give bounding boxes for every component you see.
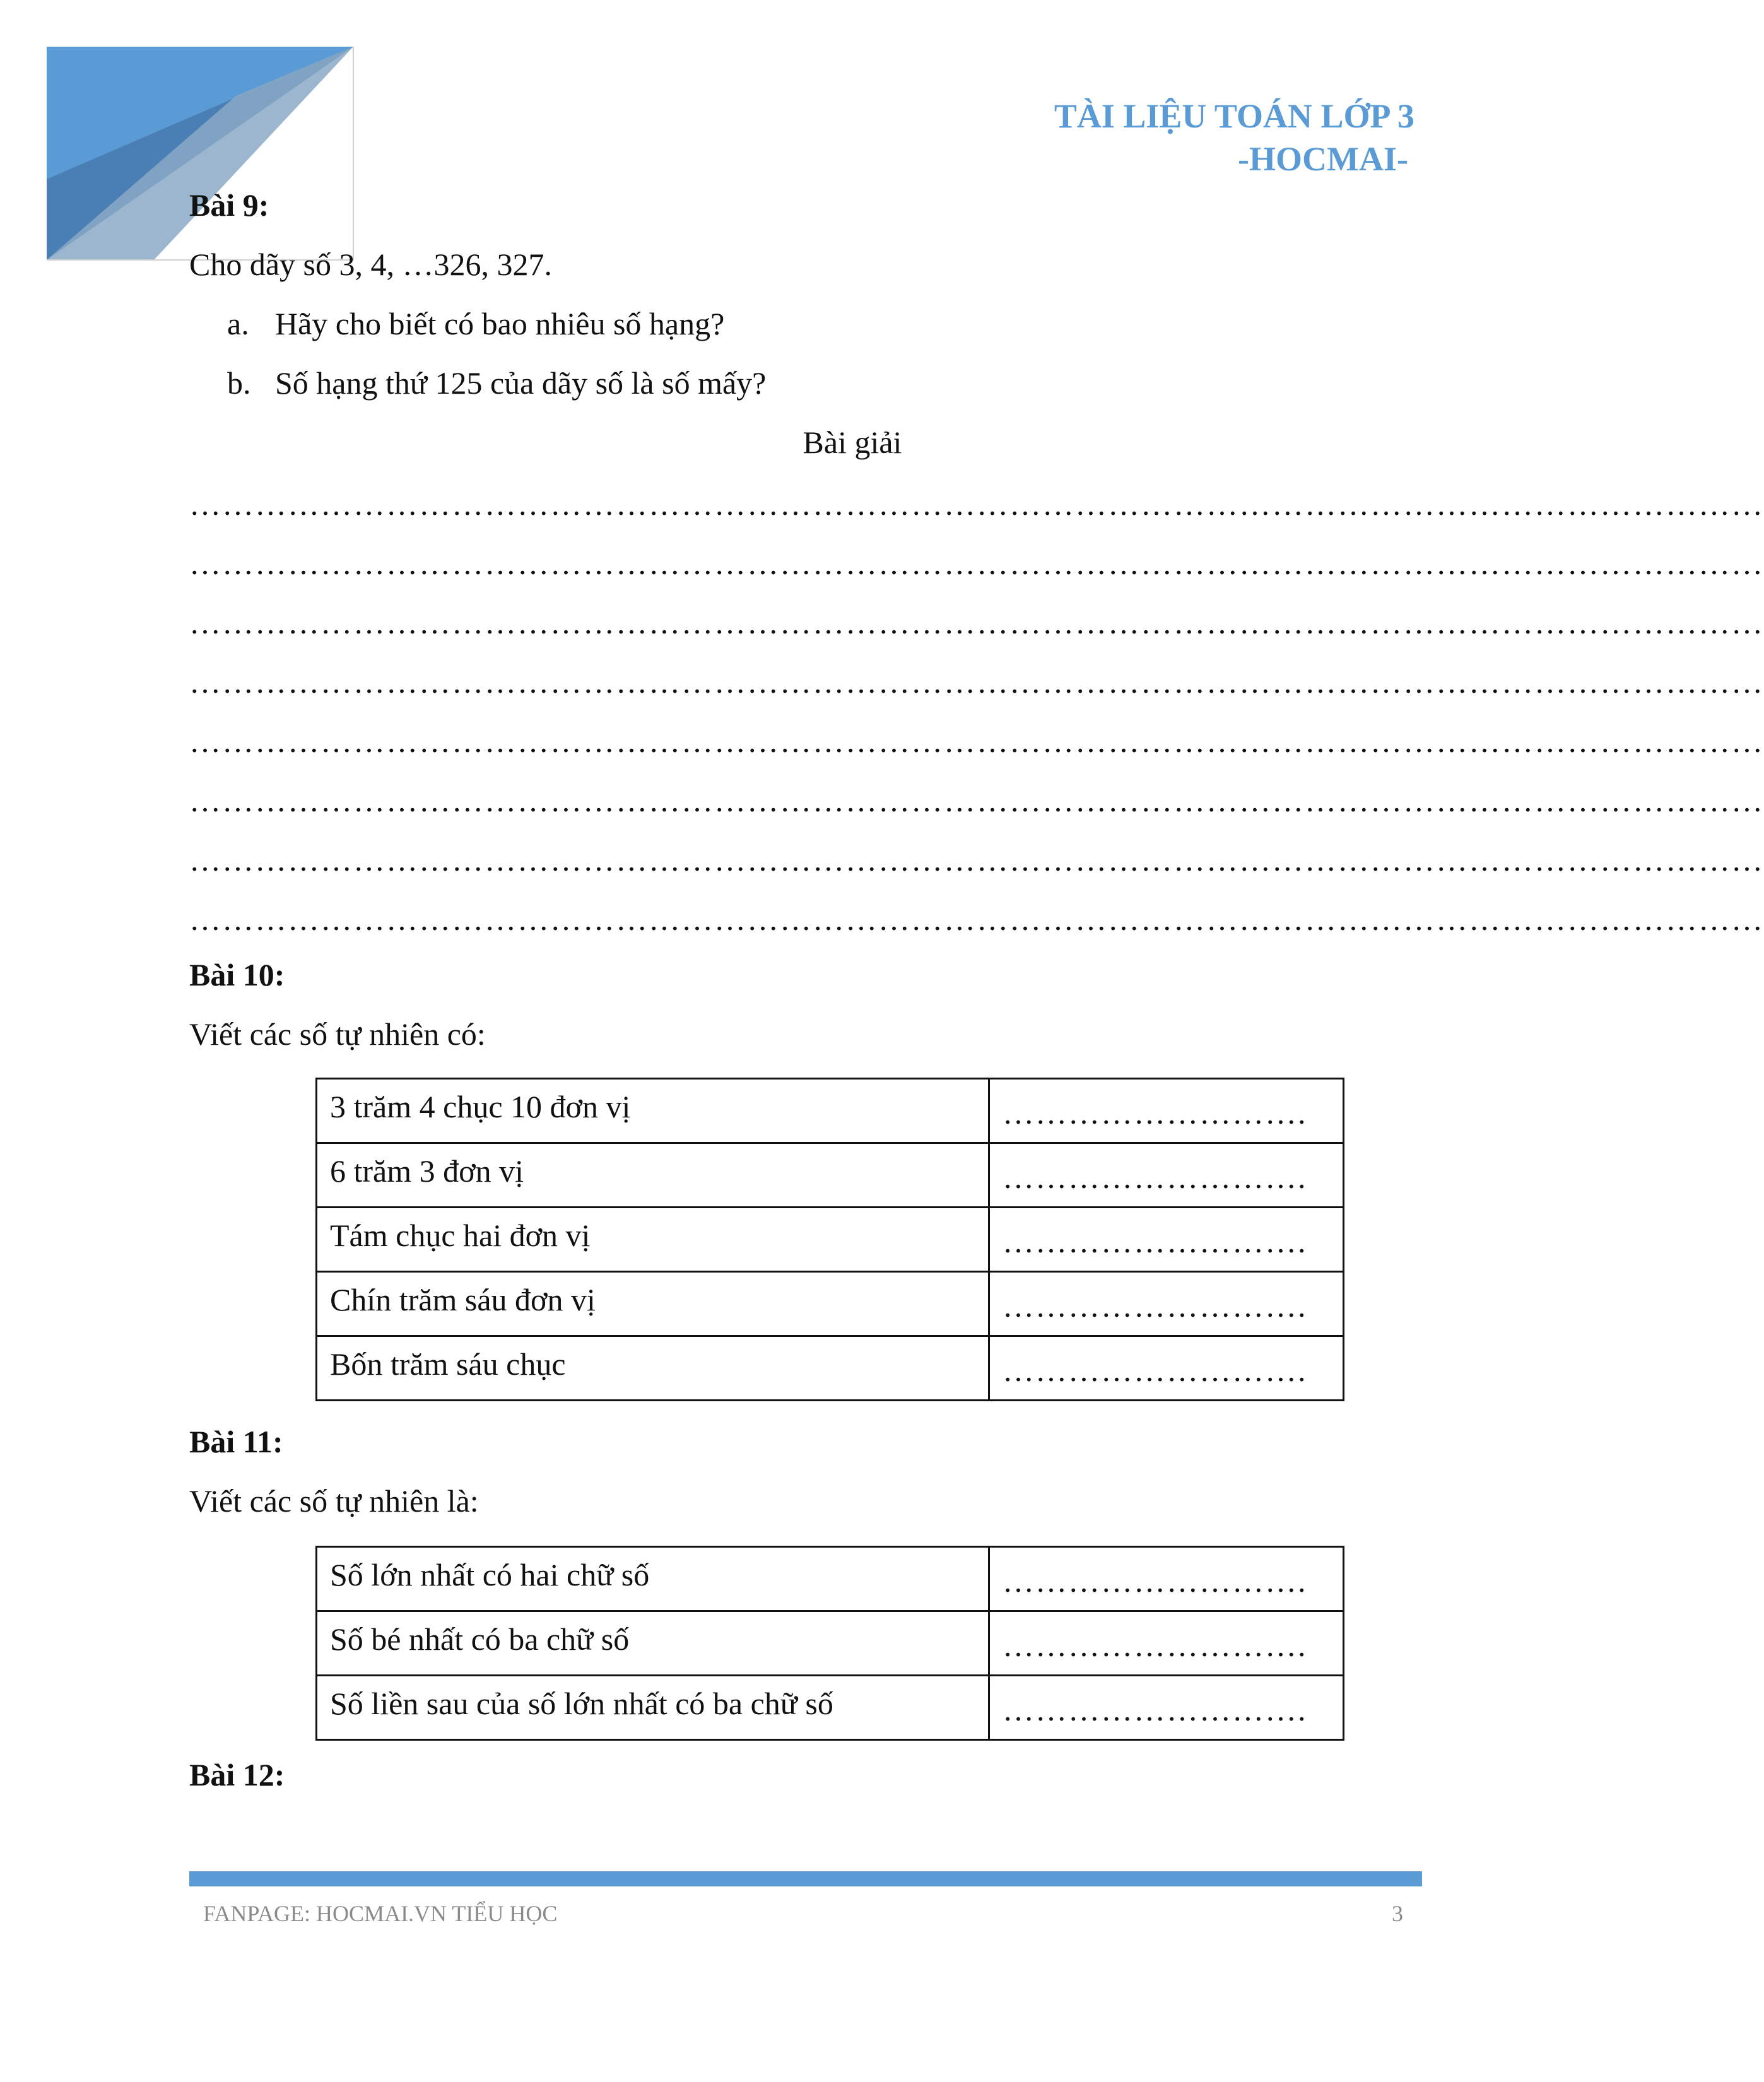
bai12-heading: Bài 12: bbox=[189, 1757, 285, 1792]
table-row bbox=[317, 1272, 1344, 1336]
footer-divider bbox=[189, 1871, 1422, 1886]
bai9-solution-title: Bài giải bbox=[803, 425, 902, 460]
bai10-heading: Bài 10: bbox=[189, 957, 285, 992]
row-label: Số bé nhất có ba chữ số bbox=[317, 1611, 989, 1676]
bai9-item-a-marker: a. bbox=[227, 306, 249, 341]
table-row bbox=[317, 1143, 1344, 1208]
bai9-item-b-marker: b. bbox=[227, 365, 251, 401]
answer-line[interactable]: ……………………………………………………………………………………………………………………………… bbox=[189, 724, 1764, 759]
table-row bbox=[317, 1208, 1344, 1272]
bai11-intro: Viết các số tự nhiên là: bbox=[189, 1483, 479, 1519]
row-label: 6 trăm 3 đơn vị bbox=[317, 1143, 989, 1208]
table-row bbox=[317, 1676, 1344, 1740]
bai9-item-b bbox=[227, 365, 766, 401]
table-row bbox=[317, 1079, 1344, 1143]
answer-line[interactable]: ……………………………………………………………………………………………………………………………… bbox=[189, 546, 1764, 581]
answer-blank[interactable]: ………………………. bbox=[989, 1272, 1344, 1336]
row-label: Số lớn nhất có hai chữ số bbox=[317, 1547, 989, 1611]
table-row bbox=[317, 1336, 1344, 1401]
bai10-table bbox=[315, 1078, 1344, 1401]
page-number: 3 bbox=[1392, 1901, 1403, 1926]
corner-decoration bbox=[47, 47, 353, 260]
answer-line[interactable]: ……………………………………………………………………………………………………………………………… bbox=[189, 486, 1764, 522]
bai10-intro: Viết các số tự nhiên có: bbox=[189, 1016, 486, 1052]
answer-line[interactable]: ……………………………………………………………………………………………………………………………… bbox=[189, 842, 1764, 878]
row-label: 3 trăm 4 chục 10 đơn vị bbox=[317, 1079, 989, 1143]
bai9-item-a bbox=[227, 305, 724, 342]
bai9-item-a-text: Hãy cho biết có bao nhiêu số hạng? bbox=[275, 306, 725, 341]
table-row bbox=[317, 1611, 1344, 1676]
answer-blank[interactable]: ………………………. bbox=[989, 1611, 1344, 1676]
answer-blank[interactable]: ………………………. bbox=[989, 1208, 1344, 1272]
footer-fanpage: FANPAGE: HOCMAI.VN TIỂU HỌC bbox=[203, 1901, 558, 1926]
answer-blank[interactable]: ………………………. bbox=[989, 1336, 1344, 1401]
answer-blank[interactable]: ………………………. bbox=[989, 1676, 1344, 1740]
header-title-line1: TÀI LIỆU TOÁN LỚP 3 bbox=[1054, 97, 1414, 135]
bai9-heading: Bài 9: bbox=[189, 187, 269, 223]
bai9-item-b-text: Số hạng thứ 125 của dãy số là số mấy? bbox=[275, 365, 767, 401]
answer-blank[interactable]: ………………………. bbox=[989, 1143, 1344, 1208]
answer-line[interactable]: ……………………………………………………………………………………………………………………………… bbox=[189, 664, 1764, 700]
row-label: Bốn trăm sáu chục bbox=[317, 1336, 989, 1401]
bai11-heading: Bài 11: bbox=[189, 1424, 283, 1459]
answer-line[interactable]: ……………………………………………………………………………………………………………………………… bbox=[189, 902, 1764, 937]
answer-line[interactable]: ……………………………………………………………………………………………………………………………… bbox=[189, 783, 1764, 818]
document-header bbox=[1054, 95, 1414, 180]
answer-blank[interactable]: ………………………. bbox=[989, 1547, 1344, 1611]
header-title-line2: -HOCMAI- bbox=[1238, 140, 1408, 178]
answer-blank[interactable]: ………………………. bbox=[989, 1079, 1344, 1143]
row-label: Chín trăm sáu đơn vị bbox=[317, 1272, 989, 1336]
bai9-intro: Cho dãy số 3, 4, …326, 327. bbox=[189, 247, 552, 282]
bai11-table bbox=[315, 1546, 1344, 1741]
table-row bbox=[317, 1547, 1344, 1611]
row-label: Tám chục hai đơn vị bbox=[317, 1208, 989, 1272]
row-label: Số liền sau của số lớn nhất có ba chữ số bbox=[317, 1676, 989, 1740]
answer-line[interactable]: ……………………………………………………………………………………………………………………………… bbox=[189, 605, 1764, 640]
